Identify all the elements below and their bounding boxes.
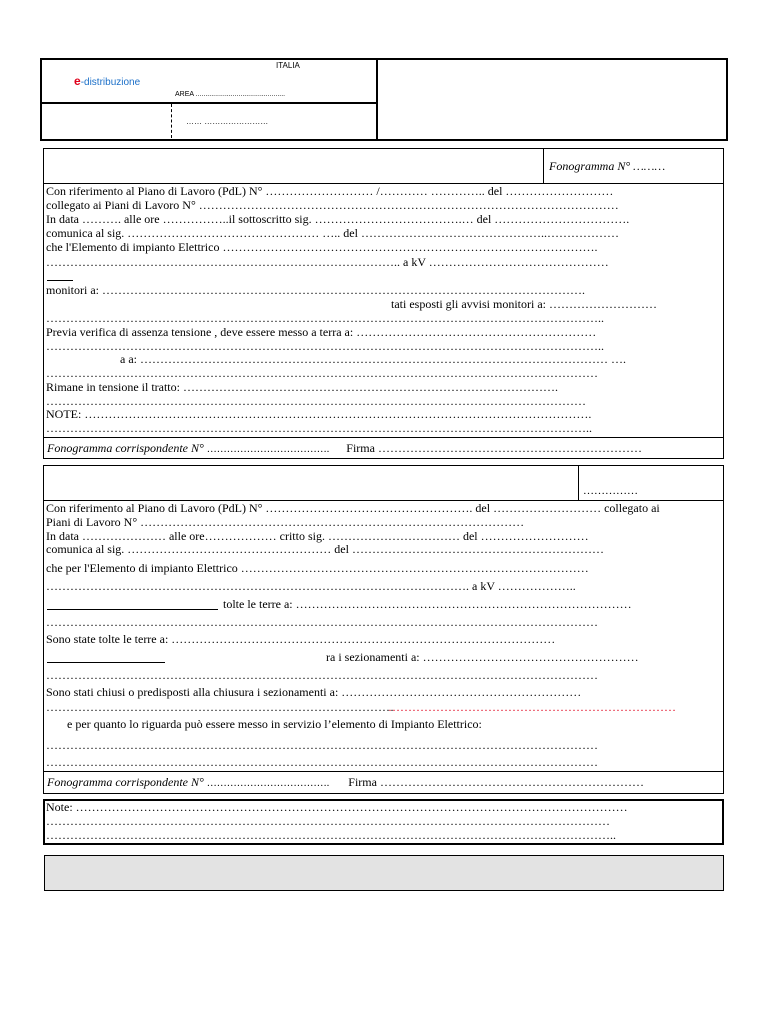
s2-line-5: che per l'Elemento di impianto Elettrico …………………………………………………………………………… (46, 561, 589, 575)
header-dashed-divider (171, 104, 172, 138)
s1-line-2: collegato ai Piani di Lavoro N° …………………………………………………………………………………………… (46, 198, 619, 212)
section1-footer-line (43, 437, 724, 438)
s1-line-1: Con riferimento al Piano di Lavoro (PdL) N° ……………………… /………… ………….. del ……………………… (46, 184, 614, 198)
s2-rule-2 (47, 662, 165, 663)
s1-line-8: tati esposti gli avvisi monitori a: ……………………… (391, 297, 657, 311)
company-logo (74, 74, 140, 88)
s2-line-11: ………………………………………………………………………………………………………………………… (46, 668, 598, 682)
unit-field: …… …………………… (186, 117, 269, 126)
s1-line-6: …………………………………………………………………………….. a kV ……………………………………… (46, 255, 609, 269)
s2-line-3: In data ………………… alle ore……………… critto sig. …………………………… del ……………………… (46, 529, 589, 543)
fonogramma-number: Fonogramma N° ……… (549, 159, 666, 173)
section2-corner-divider (578, 465, 579, 500)
s1-line-13: ………………………………………………………………………………………………………………………… (46, 366, 598, 380)
s1-line-15: ……………………………………………………………………………………………………………………… (46, 394, 586, 408)
s1-footer-dots: ………………………………. (206, 444, 330, 455)
s2-firma-dots: ………………………………………………………… (379, 775, 644, 789)
s1-short-rule (47, 280, 73, 281)
s1-firma-label: Firma (346, 441, 375, 455)
area-field (175, 91, 285, 98)
s2-line-1: Con riferimento al Piano di Lavoro (PdL) N° ……………………………………………. del ……………………… collegato ai (46, 501, 660, 515)
s1-line-12: a a: ……………………………………………………………………………………………………… …. (120, 352, 626, 366)
area-dots: .............................................. (195, 91, 286, 98)
s2-line-2: Piani di Lavoro N° …………………………………………………………………………………… (46, 515, 525, 529)
area-label: AREA (175, 91, 194, 98)
s2-footer-label: Fonogramma corrispondente N° (47, 775, 204, 789)
s2-firma-label: Firma (348, 775, 377, 789)
s1-line-3: In data ………. alle ore ……………..il sottoscritto sig. ……………………………….… del ……………………………. (46, 212, 630, 226)
header-hline (41, 102, 377, 104)
s2-line-13-red: ……………………………………………………………… (388, 700, 676, 714)
s2-line-7: tolte le terre a: ………………………………………………………………………… (223, 597, 632, 611)
notes-line-3: …………………………………………………………………………………………………………………………….. (46, 828, 616, 842)
header-box (40, 58, 728, 141)
logo-text: -distribuzione (80, 77, 141, 88)
s2-line-8: ………………………………………………………………………………………………………………………… (46, 615, 598, 629)
section1-fonogramma-divider (543, 148, 544, 183)
s1-firma-dots: ………………………………………………………… (377, 441, 642, 455)
s1-line-11: ………………………………………………………………………………………………………………………….. (46, 339, 604, 353)
s2-line-15: ………………………………………………………………………………………………………………………… (46, 738, 598, 752)
s1-line-17: ……………………………………………………………………………………………………………………….. (46, 421, 592, 435)
s2-line-12: Sono stati chiusi o predisposti alla chiusura i sezionamenti a: …………………………………………………… (46, 685, 582, 699)
notes-line-2: …………………………………………………………………………………………………………………………… (46, 814, 610, 828)
s1-line-16: NOTE: ………………………………………………………………………………………………………………. (46, 407, 592, 421)
s1-line-9: ………………………………………………………………………………………………………………………….. (46, 311, 604, 325)
s2-line-6: ……………………………………………………………………………………………. a kV ……………….. (46, 579, 576, 593)
s1-footer-label: Fonogramma corrispondente N° (47, 441, 204, 455)
s2-line-13: …………………………………………………………………………… (46, 700, 394, 714)
s1-line-10: Previa verifica di assenza tensione , deve essere messo a terra a: …………………………………………………… (46, 325, 597, 339)
gray-footer-box (44, 855, 724, 891)
s1-line-7: monitori a: …………………………………………………………………………………………………………. (46, 283, 585, 297)
notes-line-1: Note: ………………………………………………………………………………………………………………………… (46, 800, 628, 814)
logo-e: e (74, 74, 81, 88)
section2-footer-line (43, 771, 724, 772)
s2-line-10: ra i sezionamenti a: ……………………………………………… (326, 650, 639, 664)
s1-line-4: comunica al sig. ………………………………………… ….. del ………………………………………..……………… (46, 226, 619, 240)
s2-line-4: comunica al sig. …………………………………………… del ……………………………………………………… (46, 542, 604, 556)
country-label: ITALIA (276, 61, 300, 70)
section2-footer (47, 775, 644, 790)
s1-line-14: Rimane in tensione il tratto: …………………………………………………………………………………. (46, 380, 558, 394)
s2-corner-field: …………… (583, 485, 638, 497)
s2-line-9: Sono state tolte le terre a: …………………………………………………………………………………… (46, 632, 556, 646)
s2-line-14: e per quanto lo riguarda può essere messo in servizio l’elemento di Impianto Elettrico: (67, 717, 482, 731)
section1-footer (47, 441, 642, 456)
s2-footer-dots: ………………………………. (206, 778, 330, 789)
s2-rule-1 (47, 609, 218, 610)
header-divider (376, 59, 378, 140)
s2-line-16: ………………………………………………………………………………………………………………………… (46, 755, 598, 769)
s1-line-5: che l'Elemento di impianto Elettrico …………………………………………………………………………………. (46, 240, 598, 254)
